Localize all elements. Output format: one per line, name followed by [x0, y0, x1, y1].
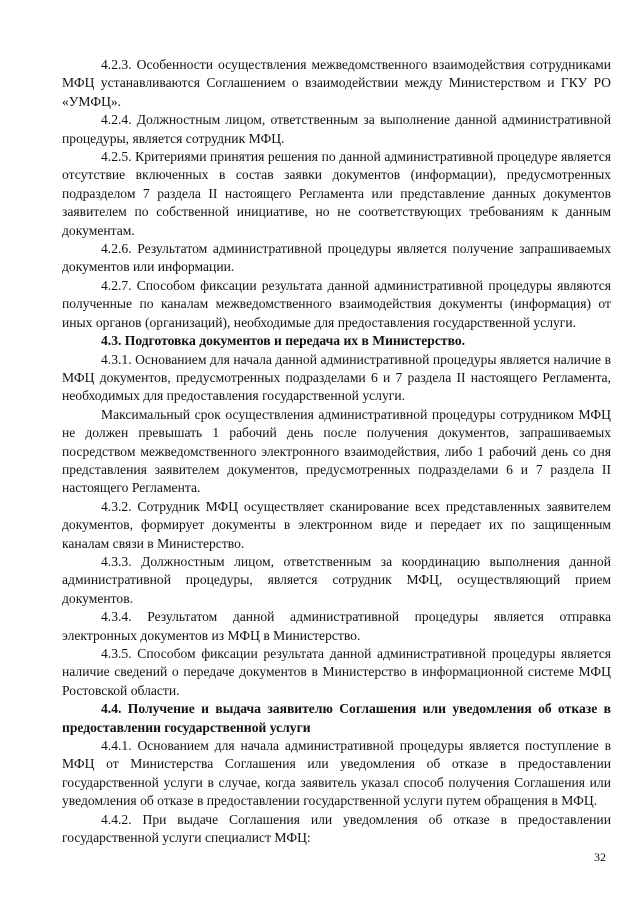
paragraph-4-2-3: 4.2.3. Особенности осуществления межведомственного взаимодействия сотрудниками МФЦ устанавливаются Соглашением о взаимодействии между Министерством и ГКУ РО «УМФЦ».	[62, 57, 611, 109]
paragraph-4-3-1: 4.3.1. Основанием для начала данной административной процедуры является наличие в МФЦ документов, предусмотренных подразделами 6 и 7 раздела II настоящего Регламента, необходимых для предоставления государственной услуги.	[62, 351, 611, 404]
paragraph-4-2-6: 4.2.6. Результатом административной процедуры является получение запрашиваемых документов или информации.	[62, 241, 611, 275]
section-heading-4-4: 4.4. Получение и выдача заявителю Соглашения или уведомления об отказе в предоставлении государственной услуги	[62, 701, 611, 735]
page-number: 32	[594, 850, 606, 864]
paragraph-4-2-4: 4.2.4. Должностным лицом, ответственным за выполнение данной административной процедуры, является сотрудник МФЦ.	[62, 112, 611, 146]
paragraph-4-3-2: 4.3.2. Сотрудник МФЦ осуществляет сканирование всех представленных заявителем документов, формирует документы в электронном виде и передает их по защищенным каналам связи в Министерство.	[62, 498, 611, 551]
paragraph-4-2-5: 4.2.5. Критериями принятия решения по данной административной процедуре является отсутствие включенных в состав заявки документов (информации), предусмотренных подразделом 7 раздела II настоящего Регламента или представление данных документов заявителем по собственной инициативе, но не соответствующих требованиям к данным документам.	[62, 149, 611, 238]
paragraph-4-3-5: 4.3.5. Способом фиксации результата данной административной процедуры является наличие сведений о передаче документов в Министерство в информационной системе МФЦ Ростовской области.	[62, 646, 611, 698]
section-heading-4-3: 4.3. Подготовка документов и передача их в Министерство.	[101, 333, 466, 349]
paragraph-4-4-2: 4.4.2. При выдаче Соглашения или уведомления об отказе в предоставлении государственной услуги специалист МФЦ:	[62, 811, 611, 846]
paragraph-max-term: Максимальный срок осуществления административной процедуры сотрудником МФЦ не должен превышать 1 рабочий день после получения документов, запрашиваемых посредством межведомственного электронного взаимодействия, либо 1 рабочий день со дня представления заявителем документов, предусмотренных подразделами 6 и 7 раздела II настоящего Регламента.	[62, 406, 611, 496]
paragraph-4-3-4: 4.3.4. Результатом данной административной процедуры является отправка электронных документов из МФЦ в Министерство.	[62, 609, 611, 643]
paragraph-4-2-7: 4.2.7. Способом фиксации результата данной административной процедуры являются полученные по каналам межведомственного взаимодействия документы (информация) от иных органов (организаций), необходимые для предоставления государственной услуги.	[62, 277, 611, 330]
paragraph-4-4-1: 4.4.1. Основанием для начала административной процедуры является поступление в МФЦ от Министерства Соглашения или уведомления об отказе в предоставлении государственной услуги в случае, когда заявитель указал способ получения Соглашения или уведомления об отказе в предоставлении государственной услуги путем обращения в МФЦ.	[62, 738, 611, 809]
paragraph-4-3-3: 4.3.3. Должностным лицом, ответственным за координацию выполнения данной административной процедуры, является сотрудник МФЦ, осуществляющий прием документов.	[62, 553, 611, 606]
